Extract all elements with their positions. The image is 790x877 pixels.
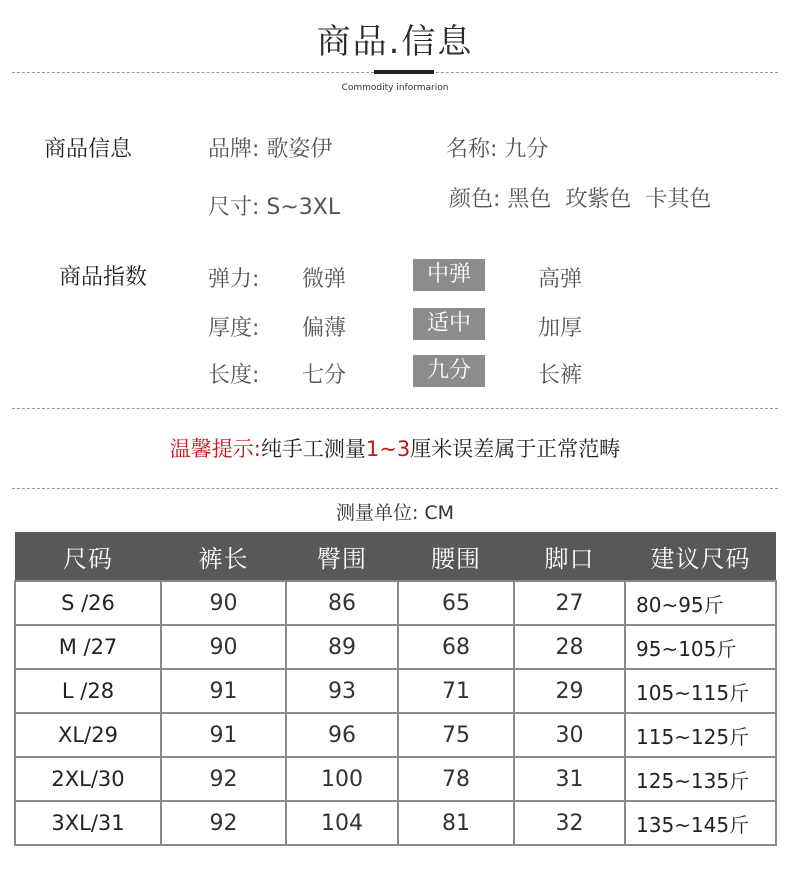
table-row xyxy=(15,669,776,713)
cell-hip: 100 xyxy=(286,757,398,801)
header-hip: 臀围 xyxy=(286,532,398,581)
cell-size: S /26 xyxy=(15,581,161,625)
cell-size: L /28 xyxy=(15,669,161,713)
cell-hem: 30 xyxy=(514,713,625,757)
cell-size: 2XL/30 xyxy=(15,757,161,801)
cell-waist: 78 xyxy=(398,757,514,801)
table-row xyxy=(15,801,776,845)
index-option-selected: 适中 xyxy=(413,308,485,340)
tip-text-before: 纯手工测量 xyxy=(260,437,366,461)
cell-hip: 93 xyxy=(286,669,398,713)
title-underline xyxy=(374,70,434,74)
table-header-row xyxy=(15,532,776,581)
color-text: 颜色: 黑色 玫紫色 卡其色 xyxy=(449,187,712,212)
cell-length: 92 xyxy=(161,801,286,845)
cell-hip: 89 xyxy=(286,625,398,669)
index-label-length: 长度: xyxy=(208,363,260,388)
cell-recommended: 125~135斤 xyxy=(625,757,776,801)
cell-size: M /27 xyxy=(15,625,161,669)
cell-waist: 65 xyxy=(398,581,514,625)
cell-length: 90 xyxy=(161,581,286,625)
index-label-elasticity: 弹力: xyxy=(208,267,260,292)
index-option: 微弹 xyxy=(302,267,347,292)
brand-text: 品牌: 歌姿伊 xyxy=(208,137,333,162)
cell-length: 91 xyxy=(161,713,286,757)
header-size: 尺码 xyxy=(15,532,161,581)
index-label-thickness: 厚度: xyxy=(208,316,260,341)
cell-hip: 96 xyxy=(286,713,398,757)
index-option: 七分 xyxy=(302,363,347,388)
cell-hem: 31 xyxy=(514,757,625,801)
header-hem: 脚口 xyxy=(514,532,625,581)
cell-recommended: 135~145斤 xyxy=(625,801,776,845)
cell-hem: 28 xyxy=(514,625,625,669)
cell-waist: 75 xyxy=(398,713,514,757)
section-divider xyxy=(12,408,778,409)
index-option-selected: 九分 xyxy=(413,355,485,387)
page-subtitle: Commodity informarion xyxy=(341,83,449,93)
tip-line xyxy=(0,433,790,463)
table-row xyxy=(15,625,776,669)
index-option: 偏薄 xyxy=(302,316,347,341)
cell-length: 92 xyxy=(161,757,286,801)
cell-waist: 71 xyxy=(398,669,514,713)
cell-hem: 27 xyxy=(514,581,625,625)
size-table xyxy=(14,532,777,846)
cell-hip: 104 xyxy=(286,801,398,845)
section-divider xyxy=(12,488,778,489)
cell-size: XL/29 xyxy=(15,713,161,757)
index-option: 加厚 xyxy=(538,316,583,341)
cell-recommended: 115~125斤 xyxy=(625,713,776,757)
header-recommended: 建议尺码 xyxy=(625,532,776,581)
tip-range: 1~3 xyxy=(365,437,411,461)
cell-hem: 29 xyxy=(514,669,625,713)
cell-hip: 86 xyxy=(286,581,398,625)
index-option-selected: 中弹 xyxy=(413,259,485,291)
cell-waist: 81 xyxy=(398,801,514,845)
header-waist: 腰围 xyxy=(398,532,514,581)
cell-recommended: 80~95斤 xyxy=(625,581,776,625)
product-info-label: 商品信息 xyxy=(44,137,133,162)
index-option: 长裤 xyxy=(538,363,583,388)
cell-length: 90 xyxy=(161,625,286,669)
cell-recommended: 105~115斤 xyxy=(625,669,776,713)
table-row xyxy=(15,757,776,801)
header-length: 裤长 xyxy=(161,532,286,581)
table-row xyxy=(15,713,776,757)
unit-label: 测量单位: CM xyxy=(335,502,455,524)
product-index-label: 商品指数 xyxy=(59,265,148,290)
page-title: 商品.信息 xyxy=(316,22,474,62)
size-range-text: 尺寸: S~3XL xyxy=(208,195,341,220)
cell-hem: 32 xyxy=(514,801,625,845)
tip-prefix: 温馨提示: xyxy=(169,437,261,461)
table-row xyxy=(15,581,776,625)
index-option: 高弹 xyxy=(538,267,583,292)
name-text: 名称: 九分 xyxy=(446,137,549,162)
cell-waist: 68 xyxy=(398,625,514,669)
tip-text-after: 厘米误差属于正常范畴 xyxy=(410,437,621,461)
cell-recommended: 95~105斤 xyxy=(625,625,776,669)
cell-size: 3XL/31 xyxy=(15,801,161,845)
cell-length: 91 xyxy=(161,669,286,713)
